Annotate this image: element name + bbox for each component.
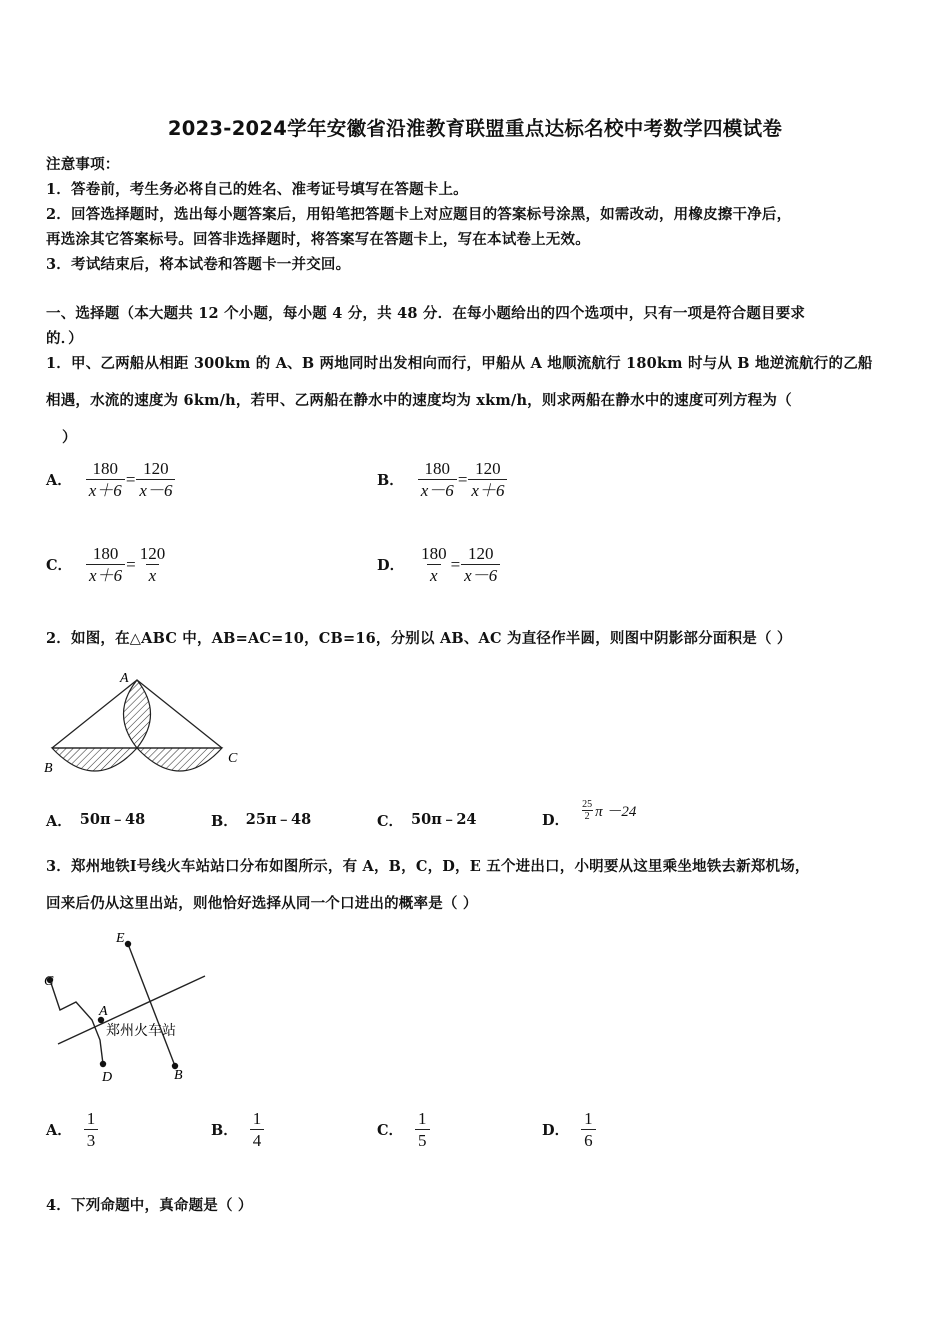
entrance-label-a: A <box>99 1004 108 1019</box>
fraction: $\frac{120}{x+6}$ <box>468 458 507 502</box>
q1-text-line1: 1．甲、乙两船从相距 300km 的 A、B 两地同时出发相向而行，甲船从 A 地顺流航行 180km 时与从 B 地逆流航行的乙船 <box>46 355 873 372</box>
q3-figure-station-map <box>40 928 210 1088</box>
entrance-label-d: D <box>102 1070 113 1085</box>
q3-option-b-label: B． <box>211 1122 238 1140</box>
q2-option-a[interactable]: A． 50π﹣48 <box>46 811 146 830</box>
q3-option-a-label: A． <box>46 1122 72 1140</box>
section-heading: 一、选择题（本大题共 12 个小题，每小题 4 分，共 48 分．在每小题给出的四个选项中，只有一项是符合题目要求 <box>46 305 806 322</box>
q1-option-c[interactable]: C． $\frac{180}{x+6}$ = $\frac{120}{x}$ <box>46 543 168 587</box>
q1-option-a[interactable]: A． $\frac{180}{x+6}$ = $\frac{120}{x-6}$ <box>46 458 175 502</box>
q3-text-line2: 回来后仍从这里出站，则他恰好选择从同一个口进出的概率是（ ） <box>46 895 478 912</box>
fraction: $\frac{120}{x-6}$ <box>461 543 500 587</box>
q1-option-a-label: A． <box>46 472 72 490</box>
q1-text-line2: 相遇，水流的速度为 6km/h，若甲、乙两船在静水中的速度均为 xkm/h，则求两船在静水中的速度可列方程为（ <box>46 392 792 409</box>
q3-text-line1: 3．郑州地铁Ⅰ号线火车站站口分布如图所示，有 A，B，C，D，E 五个进出口，小明要从这里乘坐地铁去新郑机场， <box>46 858 810 875</box>
q3-option-b[interactable]: B． $\frac{1}{4}$ <box>211 1108 264 1152</box>
fraction: $\frac{180}{x-6}$ <box>418 458 457 502</box>
entrance-label-c: C <box>44 974 54 989</box>
q3-option-d-label: D． <box>542 1122 570 1140</box>
q3-option-d[interactable]: D． $\frac{1}{6}$ <box>542 1108 596 1152</box>
q2-option-c[interactable]: C． 50π﹣24 <box>377 811 477 830</box>
notice-item-3: 3．考试结束后，将本试卷和答题卡一并交回。 <box>46 256 351 273</box>
shaded-segment-left <box>52 748 137 771</box>
shaded-lens <box>124 680 151 748</box>
fraction: $\frac{180}{x}$ <box>421 544 447 586</box>
vertex-label-b: B <box>44 761 53 776</box>
q2-option-b-label: B． <box>211 812 238 830</box>
q1-option-d-label: D． <box>377 557 405 575</box>
vertex-label-c: C <box>228 751 238 766</box>
notice-item-2-cont: 再选涂其它答案标号。回答非选择题时，将答案写在答题卡上，写在本试卷上无效。 <box>46 231 590 248</box>
q2-option-b[interactable]: B． 25π﹣48 <box>211 811 312 830</box>
vertex-label-a: A <box>120 671 129 686</box>
entrance-label-e: E <box>116 931 125 946</box>
q1-text-line3: ） <box>62 429 77 446</box>
q1-option-c-label: C． <box>46 557 73 575</box>
fraction: $\frac{120}{x}$ <box>139 544 166 586</box>
fraction: $\frac{120}{x-6}$ <box>136 458 175 502</box>
page-title: 2023-2024学年安徽省沿淮教育联盟重点达标名校中考数学四模试卷 <box>167 117 783 140</box>
notice-heading: 注意事项： <box>46 156 120 173</box>
notice-item-1: 1．答卷前，考生务必将自己的姓名、准考证号填写在答题卡上。 <box>46 181 468 198</box>
q2-figure-triangle <box>40 668 250 780</box>
q2-text: 2．如图，在△ABC 中，AB=AC=10，CB=16，分别以 AB、AC 为直径作半圆，则图中阴影部分面积是（ ） <box>46 630 792 647</box>
q2-option-c-label: C． <box>377 812 404 830</box>
section-heading-cont: 的．） <box>46 330 83 347</box>
q2-option-d-label: D． <box>542 812 570 829</box>
fraction: $\frac{180}{x+6}$ <box>86 458 125 502</box>
q2-option-a-label: A． <box>46 812 72 830</box>
station-name: 郑州火车站 <box>106 1023 176 1039</box>
q4-text: 4．下列命题中，真命题是（ ） <box>46 1197 253 1214</box>
notice-item-2: 2．回答选择题时，选出每小题答案后，用铅笔把答题卡上对应题目的答案标号涂黑，如需改动，用橡皮擦干净后， <box>46 206 792 223</box>
fraction: $\frac{180}{x+6}$ <box>86 543 125 587</box>
q3-option-c-label: C． <box>377 1122 404 1140</box>
q1-option-b[interactable]: B． $\frac{180}{x-6}$ = $\frac{120}{x+6}$ <box>377 458 507 502</box>
shaded-segment-right <box>137 748 222 771</box>
entrance-label-b: B <box>174 1068 183 1083</box>
q3-option-c[interactable]: C． $\frac{1}{5}$ <box>377 1108 430 1152</box>
q1-option-d[interactable]: D． $\frac{180}{x}$ = $\frac{120}{x-6}$ <box>377 543 500 587</box>
q3-option-a[interactable]: A． $\frac{1}{3}$ <box>46 1108 98 1152</box>
q2-option-d[interactable]: D． $\frac{25}{2}$ π －24 <box>542 799 637 829</box>
q1-option-b-label: B． <box>377 472 404 490</box>
